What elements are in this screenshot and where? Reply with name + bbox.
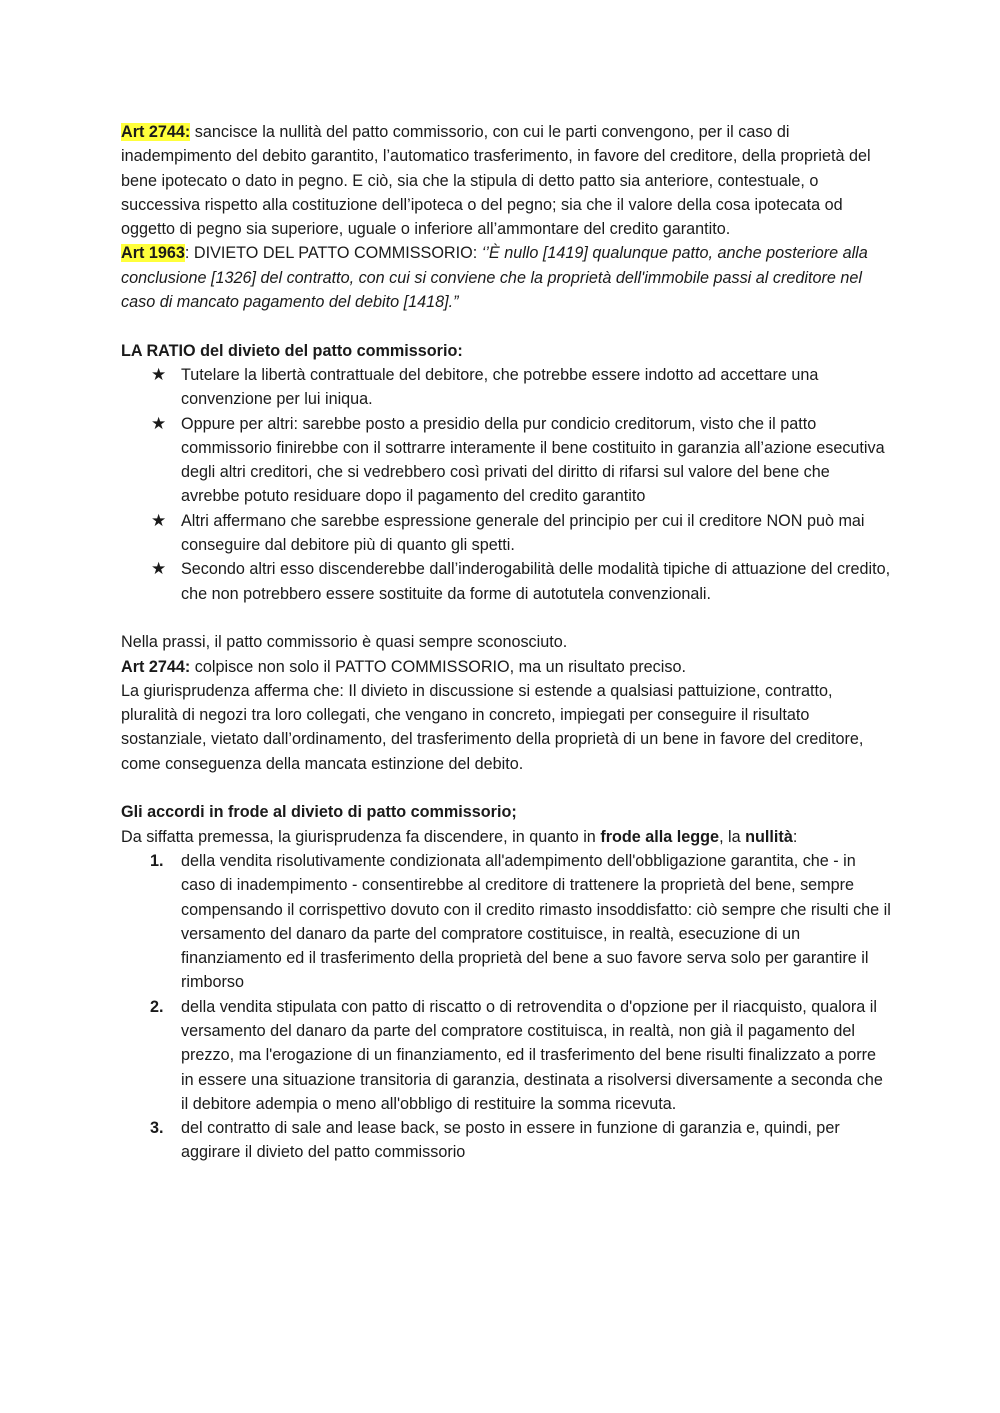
- paragraph-art-2744: [121, 120, 891, 241]
- list-item: ★ Secondo altri esso discenderebbe dall’inderogabilità delle modalità tipiche di attuazione del credito, che non potrebbero essere sostituite da forme di autotutela convenzionali.: [151, 559, 891, 603]
- list-number: 3.: [150, 1119, 164, 1138]
- list-item: ★ Oppure per altri: sarebbe posto a presidio della pur condicio creditorum, visto che il patto commissorio finirebbe con il sottrarre interamente il bene costituito in garanzia all’azione esecutiva degli altri creditori, che si vedrebbero così privati del diritto di rifarsi sul valore del bene che avrebbe potuto residuare dopo il pagamento del credito garantito: [151, 413, 885, 506]
- star-bullet-icon: ★: [151, 413, 167, 433]
- section-heading-ratio: LA RATIO del divieto del patto commissorio:: [121, 341, 463, 360]
- paragraph-art-1963: [121, 241, 891, 314]
- paragraph-prassi: Nella prassi, il patto commissorio è quasi sempre sconosciuto.: [121, 633, 568, 652]
- list-item: 3. del contratto di sale and lease back, se posto in essere in funzione di garanzia e, quindi, per aggirare il divieto del patto commissorio: [121, 1116, 891, 1165]
- list-item: 2. della vendita stipulata con patto di riscatto o di retrovendita o d'opzione per il riacquisto, qualora il versamento del danaro da parte del compratore costituisca, in realtà, non già il pagamento del prezzo, ma l'erogazione di un finanziamento, ed il trasferimento del bene risulti finalizzato a porre in essere una situazione transitoria di garanzia, destinata a risolversi diversamente a seconda che il debitore adempia o meno all'obbligo di restituire la somma ricevuta.: [121, 995, 891, 1116]
- list-number: 1.: [150, 851, 164, 870]
- list-item: 1. della vendita risolutivamente condizionata all'adempimento dell'obbligazione garantita, che - in caso di inadempimento - consentirebbe al creditore di trattenere la proprietà del bene, sempre compensando il corrispettivo dovuto con il credito rimasto insoddisfatto: ciò sempre che risulti che il versamento del danaro da parte del compratore costituisce, in realtà, esecuzione di un finanziamento ed il trasferimento della proprietà del bene a suo favore serva solo per garantire il rimborso: [121, 849, 891, 995]
- list-item: ★ Tutelare la libertà contrattuale del debitore, che potrebbe essere indotto ad accettare una convenzione per lui iniqua.: [151, 364, 819, 409]
- article-label: Art 2744:: [121, 657, 191, 676]
- paragraph-intro: Da siffatta premessa, la giurisprudenza fa discendere, in quanto in frode alla legge, la nullità:: [121, 827, 798, 846]
- nullita-list: [121, 849, 891, 1165]
- paragraph-giurisprudenza: La giurisprudenza afferma che: Il divieto in discussione si estende a qualsiasi pattuizione, contratto, pluralità di negozi tra loro collegati, che vengano in concreto, impiegati per conseguire il risultato sostanziale, vietato dall’ordinamento, del trasferimento della proprietà di un bene in favore del creditore, come conseguenza della mancata estinzione del debito.: [121, 681, 864, 773]
- list-number: 2.: [150, 997, 164, 1016]
- ratio-list: [121, 363, 891, 606]
- star-bullet-icon: ★: [151, 559, 167, 579]
- document-page: [121, 120, 891, 1165]
- paragraph-art-2744-b: Art 2744: colpisce non solo il PATTO COMMISSORIO, ma un risultato preciso.: [121, 657, 686, 676]
- section-heading-accordi: Gli accordi in frode al divieto di patto commissorio;: [121, 803, 517, 822]
- star-bullet-icon: ★: [151, 510, 167, 530]
- article-label-highlight: Art 1963: [121, 244, 185, 263]
- paragraph-text: : DIVIETO DEL PATTO COMMISSORIO:: [184, 244, 482, 263]
- article-label-highlight: Art 2744:: [121, 123, 191, 141]
- paragraph-text: sancisce la nullità del patto commissorio, con cui le parti convengono, per il caso di inadempimento del debito garantito, l’automatico trasferimento, in favore del creditore, della proprietà del bene ipotecato o dato in pegno. E ciò, sia che la stipula di detto patto sia anteriore, contestuale, o successiva rispetto alla costituzione dell’ipoteca o del pegno; sia che il valore della cosa ipotecata od oggetto di pegno sia superiore, uguale o inferiore all’ammontare del credito garantito.: [121, 123, 871, 239]
- star-bullet-icon: ★: [151, 364, 167, 384]
- article-quote: ‘’È nullo [1419] qualunque patto, anche posteriore alla conclusione [1326] del contratto, con cui si conviene che la proprietà dell'immobile passi al creditore nel caso di mancato pagamento del debito [1418].”: [121, 244, 868, 312]
- list-item: ★ Altri affermano che sarebbe espressione generale del principio per cui il creditore NON può mai conseguire dal debitore più di quanto gli spetti.: [151, 510, 865, 555]
